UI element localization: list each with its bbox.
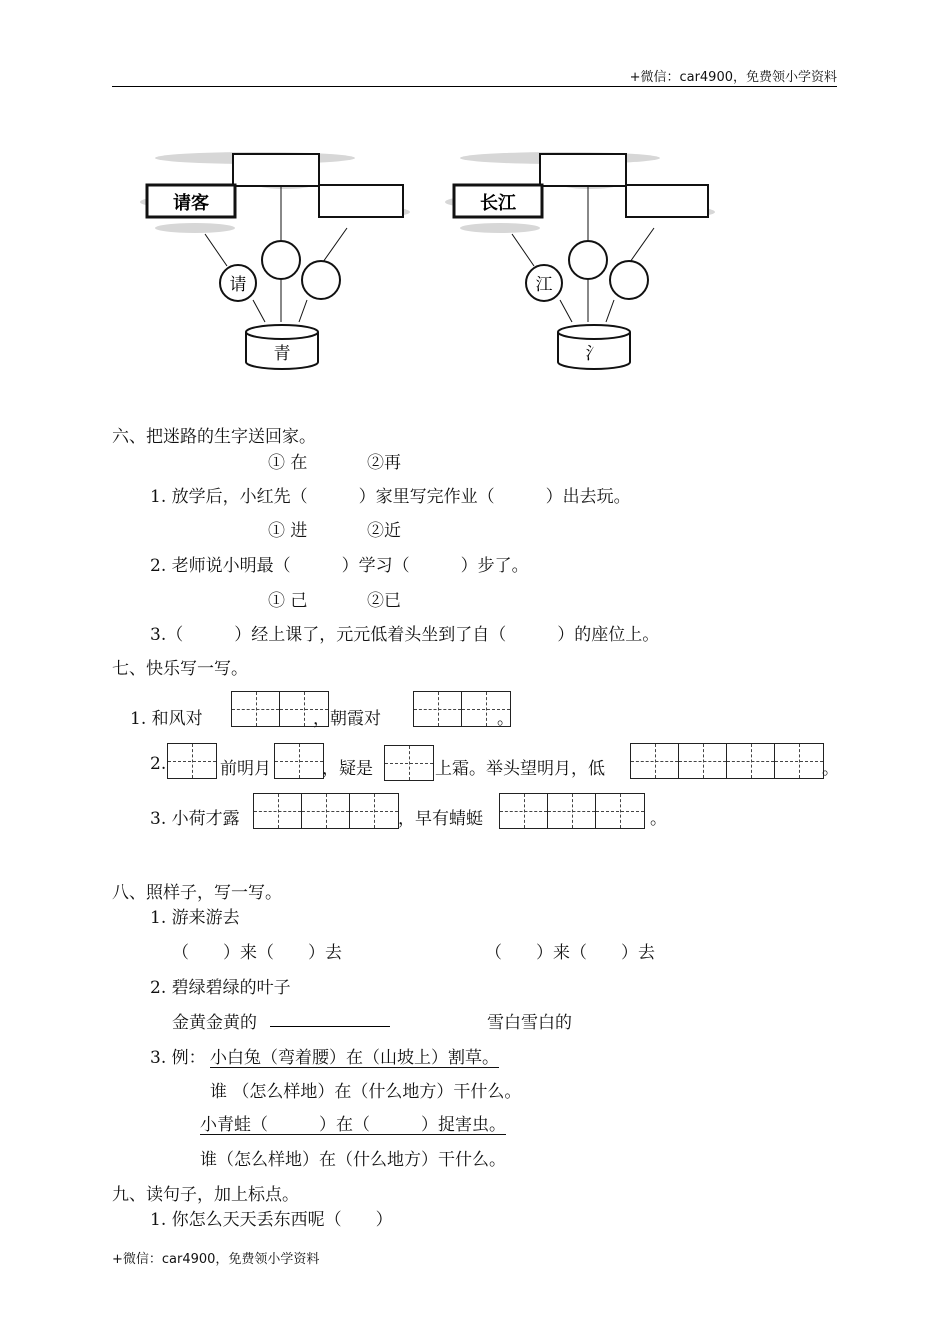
empty-circle: [610, 261, 648, 299]
option-1: ① 己: [268, 591, 308, 611]
base-label: 氵: [585, 344, 603, 364]
poem-line3-end: 。: [650, 809, 667, 829]
poem-line2-end: 。: [822, 759, 839, 779]
diagram-right: [440, 140, 730, 380]
answer-blank[interactable]: [270, 1026, 390, 1027]
writing-grid[interactable]: [167, 743, 217, 779]
answer-box-right: [319, 185, 403, 217]
option-2: ②近: [367, 521, 401, 541]
writing-grid[interactable]: [253, 793, 399, 829]
word-label: 长江: [480, 193, 516, 214]
poem-line1-end: 。: [497, 709, 514, 729]
poem-line2-c: 上霜。举头望明月，低: [435, 759, 605, 779]
option-1: ① 在: [268, 453, 308, 473]
question-sentence: 2. 老师说小明最（ ）学习（ ）步了。: [150, 556, 529, 576]
writing-grid[interactable]: [384, 745, 434, 781]
poem-line1-a: 1. 和风对: [130, 709, 203, 729]
base-label: 青: [273, 344, 291, 364]
writing-grid[interactable]: [274, 743, 324, 779]
section7-title: 七、快乐写一写。: [112, 659, 248, 679]
item3-pattern: 谁 （怎么样地）在（什么地方）干什么。: [210, 1082, 522, 1102]
item2-answer-left: 金黄金黄的: [172, 1013, 257, 1033]
item2-example: 2. 碧绿碧绿的叶子: [150, 978, 291, 998]
empty-circle: [262, 241, 300, 279]
item1-example: 1. 游来游去: [150, 908, 240, 928]
char-label: 江: [535, 275, 553, 295]
question-sentence: 1. 放学后，小红先（ ）家里写完作业（ ）出去玩。: [150, 487, 631, 507]
question-sentence: 3.（ ）经上课了，元元低着头坐到了自（ ）的座位上。: [150, 625, 660, 645]
empty-circle: [302, 261, 340, 299]
diagram-left: [135, 140, 425, 380]
item1-answer-left: （ ）来（ ）去: [172, 943, 342, 963]
writing-grid[interactable]: [499, 793, 645, 829]
item3-label: 3. 例：: [150, 1048, 206, 1068]
poem-line2-a: 前明月: [220, 759, 271, 779]
poem-line2-b: ，疑是: [322, 759, 373, 779]
option-2: ②再: [367, 453, 401, 473]
section9-item1: 1. 你怎么天天丢东西呢（ ）: [150, 1210, 393, 1230]
answer-box-top: [540, 154, 626, 186]
char-label: 请: [229, 275, 247, 295]
option-1: ① 进: [268, 521, 308, 541]
writing-grid[interactable]: [630, 743, 824, 779]
item3-pattern: 谁（怎么样地）在（什么地方）干什么。: [200, 1150, 506, 1170]
poem-line1-b: ，朝霞对: [313, 709, 381, 729]
footer-watermark: +微信：car4900，免费领小学资料: [112, 1252, 320, 1267]
section8-title: 八、照样子，写一写。: [112, 883, 282, 903]
answer-box-top: [233, 154, 319, 186]
item1-answer-right: （ ）来（ ）去: [485, 943, 655, 963]
option-2: ②已: [367, 591, 401, 611]
item3-practice-sentence: 小青蛙（ ）在（ ）捉害虫。: [200, 1115, 506, 1135]
item3-example-sentence: 小白兔（弯着腰）在（山坡上）割草。: [210, 1048, 499, 1068]
word-label: 请客: [173, 193, 209, 214]
header-rule: [112, 86, 837, 87]
answer-box-right: [626, 185, 708, 217]
poem-line3-a: 3. 小荷才露: [150, 809, 240, 829]
header-watermark: +微信：car4900，免费领小学资料: [629, 70, 837, 85]
poem-line2-num: 2.: [150, 754, 167, 774]
section6-title: 六、把迷路的生字送回家。: [112, 427, 316, 447]
empty-circle: [569, 241, 607, 279]
section9-title: 九、读句子，加上标点。: [112, 1185, 299, 1205]
poem-line3-b: ，早有蜻蜓: [398, 809, 483, 829]
item2-answer-right: 雪白雪白的: [487, 1013, 572, 1033]
